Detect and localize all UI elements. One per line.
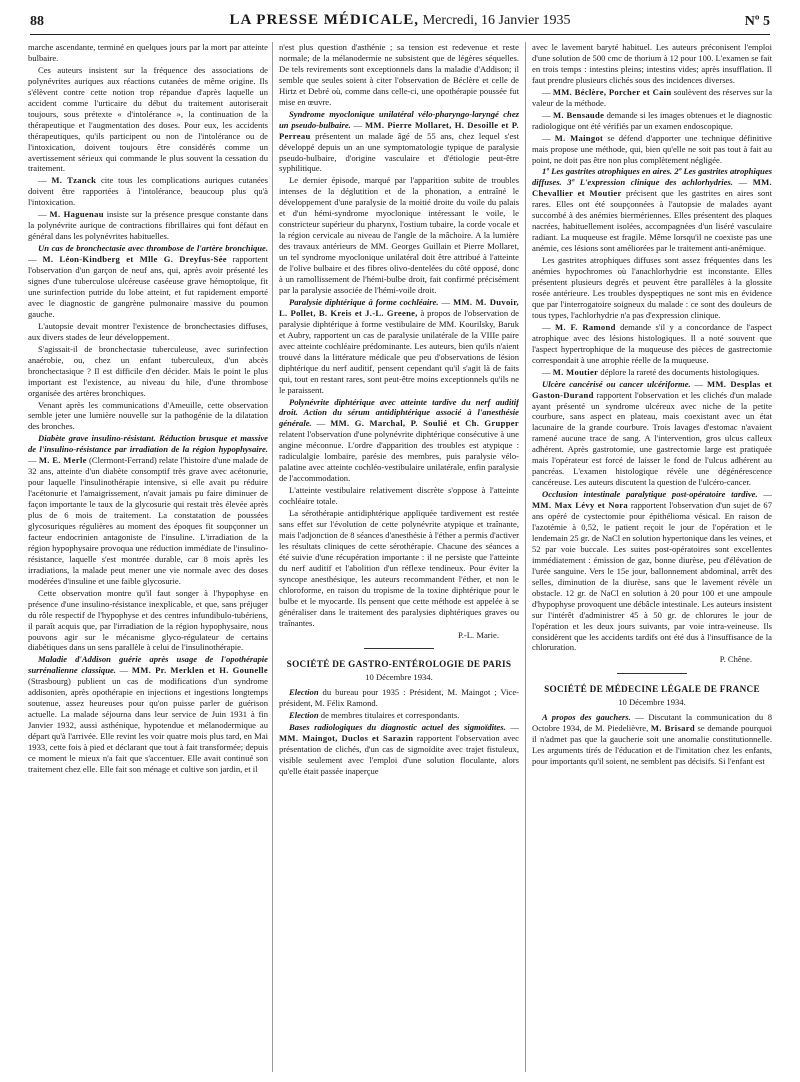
article-authors: M. Brisard (650, 723, 695, 734)
society-heading: SOCIÉTÉ DE GASTRO-ENTÉROLOGIE DE PARIS (286, 659, 512, 670)
paragraph: Les gastrites atrophiques diffuses sont assez fréquentes dans les anémies hypochromes où l'anachlorhydrie est inconstante. Elles présentent plusieurs degrés et peuvent être parallèles à la glossite rosée antérieure. Les troubles dyspeptiques ne sont mis en évidence que par l'interrogatoire soigneux du malade : ce sont des douleurs de tous types, l'achlorhydrie n'a pas d'expression clinique. (532, 255, 772, 320)
paragraph: n'est plus question d'asthénie ; sa tension est redevenue et reste normale; de la mélanodermie ne subsistent que de légères séquelles. De tels revirements sont exceptionnels dans la maladie d'Addison; il semble que seules soient à citer l'observation de Béclère et celle de Hirtz et Debré où, comme dans celle-ci, une opothérapie poussée fut mise en œuvre. (279, 42, 519, 107)
article-title: A propos des gauchers. (542, 712, 631, 723)
signature: P. Chêne. (719, 654, 752, 665)
paragraph: marche ascendante, terminé en quelques jours par la mort par atteinte bulbaire. (28, 42, 268, 63)
article-title: Bases radiologiques du diagnostic actuel des sigmoïdites. (289, 722, 506, 733)
article-authors: MM. M. Duvoir, L. Pollet, B. Kreis et J.-L. Greene, (279, 296, 519, 318)
article-authors: MM. Desplas et Gaston-Durand (532, 378, 772, 400)
paragraph: — M. Moutier déplore la rareté des documents histologiques. (542, 366, 760, 377)
article-title: Diabète grave insulino-résistant. Réduction brusque et massive de l'insulino-résistance par irradiation de la région hypophysaire. (28, 433, 268, 455)
author-name: M. Maingot (554, 132, 604, 143)
article-title: Ulcère cancérisé ou cancer ulcériforme. (542, 378, 691, 389)
paragraph: — M. Maingot se défend d'apporter une technique définitive mais propose une méthode, qui, bien qu'elle ne soit pas tout à fait au point, ne doit pas être non plus complètement négligée. (532, 132, 772, 165)
article-title: Maladie d'Addison guérie après usage de l'opothérapie surrénalienne classique. (28, 654, 268, 676)
article-text: se demande pourquoi il n'admet pas que la gaucherie soit une anomalie constitutionnelle. Les arguments tirés de l'éducation et de l'imitation chez les enfants, pour importants qu'il soient, ne semblent pas décisifs. Si l'enfant est (532, 723, 772, 767)
paragraph: — M. Bensaude demande si les images obtenues et le diagnostic radiologique ont été vérifiés par un examen endoscopique. (532, 109, 772, 131)
article: 1º Les gastrites atrophiques en aires. 2º Les gastrites atrophiques diffuses. 3º L'expression clinique des achlorhydries. — MM. Chevallier et Moutier précisent que les gastrites en aires sont rares. Elles ont été soupçonnées à l'autopsie de malades ayant succombé à des anémies biermériennes. Elles présentent des plaques nacrées, habituellement isolées, accompagnées d'un liséré vasculaire radiant. La muqueuse est fragile. Même lorsqu'il ne coexiste pas une anémie, ces lésions sont améliorées par le traitement anti-anémique. (532, 166, 772, 254)
author-name: M. F. Ramond (554, 321, 616, 332)
article-authors: M. E. Merle (38, 455, 87, 466)
article-text: (Clermont-Ferrand) relate l'histoire d'une malade de 32 ans, atteinte d'un diabète consomptif très grave avec acétonurie, pour laquelle l'insulinothérapie intensive, si elle avait pu réduire l'acétonurie et l'amaigrissement, n'avait jamais pu faire diminuer de façon importante le taux de la glycosurie qui restait très élevée après plus de 6 mois de traitement. La constatation de poussées glycosuriques régulières au moment des époques fit soupçonner un facteur endocrinien antagoniste de l'insuline. L'irradiation de la région hypophysaire provoqua une réduction immédiate de l'insulino-résistance, laquelle s'est montrée durable, car 8 mois après les irradiations, la malade peut mener une vie normale avec des doses modérées d'insuline et une faible glycosurie. (28, 455, 268, 586)
author-name: M. Moutier (552, 366, 599, 377)
header-rule (30, 34, 770, 35)
paragraph-text: demande si les images obtenues et le diagnostic radiologique ont été vérifiés par un examen endoscopique. (532, 109, 772, 131)
column-1 (28, 42, 268, 1072)
paragraph: Cette observation montre qu'il faut songer à l'hypophyse en présence d'une insulino-résistance inexplicable, et que, sans préjuger du rôle respectif de l'hypophyse et des centres infundibulo-tubériens, il paraît acquis que, par l'irradiation de la région hypophysaire, nous pouvons agir sur le mécanisme glyco-régulateur de certains diabétiques dans un sens parallèle à celui de l'insulinothérapie. (28, 587, 268, 653)
paragraph: — M. Tzanck cite tous les complications auriques cutanées doivent être rapportées à l'intolérance, beaucoup plus qu'à l'intoxication. (28, 175, 268, 208)
paragraph (279, 710, 519, 721)
page-number: 88 (30, 14, 44, 29)
paragraph-text: demande s'il y a concordance de l'aspect atrophique avec des lésions histologiques. Il a noté souvent que l'aspect hypertrophique de la muqueuse des pièces de gastrectomie correspondait à une atrophie réelle de la muqueuse. (532, 321, 772, 365)
article: Paralysie diphtérique à forme cochléaire. — MM. M. Duvoir, L. Pollet, B. Kreis et J.-L. Greene, à propos de l'observation de paralysie diphtérique à forme vestibulaire de MM. Kourilsky, Baruk et Aubry, rapportent un cas de paralysie unilatérale de la VIIIe paire avec atteinte cochléaire prédominante. Les auteurs, bien qu'ils n'aient trouvé dans la littérature médicale que peu d'observations de lésion diphtérique du nerf auditif, pensent cependant qu'il s'agit là de faits qui, tout en restant rares, sont peut-être moins exceptionnels qu'ils ne le paraissent. (279, 296, 519, 395)
article-authors: MM. G. Marchal, P. Soulié et Ch. Grupper (330, 418, 519, 429)
issue-date: Mercredi, 16 Janvier 1935 (422, 13, 571, 28)
article: Maladie d'Addison guérie après usage de l'opothérapie surrénalienne classique. — MM. Pr. Merklen et H. Gounelle (Strasbourg) publient un cas de modifications d'un syndrome addisonien, après opothérapie en injections et ingestions longtemps soutenue, assez heureuses pour qu'on puisse parler de guérison actuelle. La malade séjourna dans leur service de Juin 1931 à fin Janvier 1932, aussi asthénique, hypotendue et mélanodermique au départ qu'à l'arrivée. Elle revint les voir quatre mois plus tard, en Mai 1933, cette fois à pied et déclarant que tout à fait transformée; depuis ce moment le mieux n'a fait que s'accentuer. Elle avait continué son traitement chez elle. Elle fait son ménage et cultive son jardin, et il (28, 654, 268, 774)
paragraph: L'autopsie devait montrer l'existence de bronchectasies diffuses, aux divers stades de leur développement. (28, 320, 268, 342)
article-authors: MM. Chevallier et Moutier (532, 177, 772, 199)
column-3 (532, 42, 772, 1072)
author-name: M. Haguenau (49, 209, 104, 220)
paragraph-text: cite tous les complications auriques cutanées doivent être rapportées à l'intolérance, beaucoup plus qu'à l'intoxication. (28, 175, 268, 208)
article-authors: M. Léon-Kindberg et Mlle G. Dreyfus-Sée (42, 254, 227, 265)
article-text: rapportent l'observation avec présentation de clichés, d'un cas de sigmoïdite avec trajet fistuleux, visible seulement avec l'emploi d'une solution floculante, alors qu'elle était passée inaperçue (279, 733, 519, 777)
paragraph: La sérothérapie antidiphtérique appliquée tardivement est restée sans effet sur l'évolution de cette polynévrite atypique et traînante, mais l'adjonction de 8 séances d'anesthésie à l'éther a permis d'activer les résultats cliniques de cette sérothérapie. Chacune des séances a été suivie d'une récupération importante : il ne persiste que l'atteinte du nerf auditif et l'abolition d'un réflexe tendineux. Pour éviter la syncope anesthésique, les auteurs recommandent l'éther, et non le chloroforme, en raison du tropisme de la toxine diphtérique pour le bulbe et le myocarde. Ils pensent que cette méthode est appelée à se généraliser dans le traitement des paralysies diphtériques graves ou traînantes. (279, 508, 519, 628)
paragraph: Venant après les communications d'Ameuille, cette observation semble jeter une lumière nouvelle sur la pathogénie de la dilatation des bronches. (28, 399, 268, 432)
article-authors: MM. Maingot, Duclos et Sarazin (279, 733, 414, 744)
column-divider-2 (525, 42, 526, 1072)
article-title: Un cas de bronchectasie avec thrombose de l'artère bronchique. (38, 243, 268, 254)
article-text: Discutant la communication du 8 Octobre 1934, de M. Piedelièvre, (532, 712, 772, 734)
article-text: (Strasbourg) publient un cas de modifications d'un syndrome addisonien, après opothérapie en injections et ingestions longtemps soutenue, assez heureuses pour qu'on puisse parler de guérison actuelle. La malade séjourna dans leur service de Juin 1931 à fin Janvier 1932, aussi asthénique, hypotendue et mélanodermique au départ qu'à l'arrivée. Elle revint les voir quatre mois plus tard, en Mai 1933, cette fois à pied et déclarant que tout à fait transformée; depuis ce moment le mieux n'a fait que s'accentuer. Elle avait continué son traitement chez elle. Elle fait son ménage et cultive son jardin, et il (28, 676, 268, 774)
paragraph-text: insiste sur la présence presque constante dans la polynévrite aurique de contractions fibrillaires qui font défaut en général dans les polynévrites habituelles. (28, 209, 268, 242)
article-text: présentent un malade âgé de 55 ans, chez lequel s'est développé depuis un an une symptomatologie typique de paralysie pseudo-bulbaire, d'origine vasculaire et d'étiologie peut-être syphilitique. (279, 130, 519, 174)
label: Election (289, 710, 319, 721)
paragraph-text: soulèvent des réserves sur la valeur de la méthode. (532, 86, 772, 108)
paragraph-text: de membres titulaires et correspondants. (320, 710, 460, 721)
article-title: 1º Les gastrites atrophiques en aires. 2º Les gastrites atrophiques diffuses. 3º L'expression clinique des achlorhydries. (532, 166, 772, 188)
article: Un cas de bronchectasie avec thrombose de l'artère bronchique. — M. Léon-Kindberg et Mlle G. Dreyfus-Sée rapportent l'observation d'un garçon de neuf ans, qui, après avoir présenté les signes d'une tuberculose ulcéreuse caséeuse grave hémoptoïque, fit une surinfection putride du lobe atteint, et fut rapidement emporté avec le diagnostic de gangrène pulmonaire massive du poumon gauche. (28, 243, 268, 319)
paragraph: avec le lavement baryté habituel. Les auteurs préconisent l'emploi d'une solution de 500 cmc de thorium à 12 pour 100. L'examen se fait en trois temps : intestins pleins; intestins vides; après insufflation. Il faut prendre plusieurs clichés sous des incidences diverses. (532, 42, 772, 85)
author-name: MM. Béclère, Porcher et Cain (552, 86, 672, 97)
paragraph-text: du bureau pour 1935 : Président, M. Maingot ; Vice-président, M. Félix Ramond. (279, 687, 519, 709)
article-title: Paralysie diphtérique à forme cochléaire. (289, 296, 439, 307)
page-header (30, 12, 770, 34)
article-text: rapportent l'observation d'un garçon de neuf ans, qui, après avoir présenté les signes d'une tuberculose ulcéreuse caséeuse grave hémoptoïque, fit une surinfection putride du lobe atteint, et fut rapidement emporté avec le diagnostic de gangrène pulmonaire massive du poumon gauche. (28, 254, 268, 319)
article-authors: MM. Pierre Mollaret, H. Desoille et P. Perreau (279, 119, 519, 141)
label: Election (289, 687, 319, 698)
paragraph (279, 687, 519, 709)
paragraph: S'agissait-il de bronchectasie tuberculeuse, avec surinfection anaérobie, ou, chez un enfant tuberculeux, d'un abcès bronchectasique ? Il est difficile d'en décider. Mais le point le plus important est l'existence, au niveau du hile, d'une thrombose organisée des artères bronchiques. (28, 343, 268, 398)
paragraph: — M. F. Ramond demande s'il y a concordance de l'aspect atrophique avec des lésions histologiques. Il a noté souvent que l'aspect hypertrophique de la muqueuse des pièces de gastrectomie correspondait à une atrophie réelle de la muqueuse. (532, 321, 772, 365)
column-divider-1 (272, 42, 273, 1072)
paragraph: Ces auteurs insistent sur la fréquence des associations de polynévrites auriques aux réactions cutanées de même origine. Ils s'élèvent contre cette notion trop répandue d'après laquelle un accident comme l'urticaire du début du traitement autoriserait toujours, sous prétexte « d'intolérance », la continuation de la thérapeutique et l'augmentation des doses. Pour eux, les accidents thérapeutiques, qu'ils participent ou non de l'intolérance ou de l'intoxication, doivent toujours être considérés comme un avertissement sérieux qui commande le plus souvent la cessation du traitement. (28, 64, 268, 174)
journal-title: LA PRESSE MÉDICALE, (229, 12, 419, 28)
article: Polynévrite diphtérique avec atteinte tardive du nerf auditif droit. Action du sérum antidiphtérique associé à l'anesthésie générale. — MM. G. Marchal, P. Soulié et Ch. Grupper relatent l'observation d'une polynévrite diphtérique consécutive à une angine méconnue. L'ordre d'apparition des troubles est atypique : radiculalgie lombaire, parésie des membres, puis paralysie vélo-palatine avec atteinte cochléo-vestibulaire unilatérale, enfin paralysie de l'accommodation. (279, 396, 519, 484)
society-date: 10 Décembre 1934. (365, 672, 433, 683)
article-title: Occlusion intestinale paralytique post-opératoire tardive. (542, 489, 758, 500)
section-divider (364, 648, 434, 649)
article: A propos des gauchers. — Discutant la communication du 8 Octobre 1934, de M. Piedelièvre, M. Brisard se demande pourquoi il n'admet pas que la gaucherie soit une anomalie constitutionnelle. Les arguments tirés de l'éducation et de l'imitation chez les enfants, pour importants qu'il soient, ne semblent pas décisifs. Si l'enfant est (532, 712, 772, 767)
paragraph-text: se défend d'apporter une technique définitive mais propose une méthode, qui, bien qu'elle ne soit pas tout à fait au point, ne doit pas être non plus complètement négligée. (532, 132, 772, 165)
article-text: à propos de l'observation de paralysie diphtérique à forme vestibulaire de MM. Kourilsky, Baruk et Aubry, rapportent un cas de paralysie unilatérale de la VIIIe paire avec atteinte cochléaire prédominante. Les auteurs, bien qu'ils n'aient trouvé dans la littérature médicale que peu d'observations de lésion diphtérique du nerf auditif, pensent cependant qu'il s'agit là de faits qui, tout en restant rares, sont peut-être moins exceptionnels qu'ils ne le paraissent. (279, 307, 519, 395)
paragraph: — M. Haguenau insiste sur la présence presque constante dans la polynévrite aurique de contractions fibrillaires qui font défaut en général dans les polynévrites habituelles. (28, 209, 268, 242)
society-date: 10 Décembre 1934. (618, 697, 686, 708)
article: Syndrome myoclonique unilatéral vélo-pharyngo-laryngé chez un pseudo-bulbaire. — MM. Pierre Mollaret, H. Desoille et P. Perreau présentent un malade âgé de 55 ans, chez lequel s'est développé depuis un an une symptomatologie typique de paralysie pseudo-bulbaire, d'origine vasculaire et d'étiologie peut-être syphilitique. (279, 108, 519, 174)
signature: P.-L. Marie. (457, 629, 499, 640)
masthead (30, 12, 770, 29)
article-text: relatent l'observation d'une polynévrite diphtérique consécutive à une angine méconnue. L'ordre d'apparition des troubles est atypique : radiculalgie lombaire, parésie des membres, puis paralysie vélo-palatine avec atteinte cochléo-vestibulaire unilatérale, enfin paralysie de l'accommodation. (279, 429, 519, 484)
issue-number: Nº 5 (744, 14, 770, 29)
author-name: M. Tzanck (51, 175, 97, 186)
paragraph: L'atteinte vestibulaire relativement discrète s'oppose à l'atteinte cochléaire totale. (279, 485, 519, 507)
society-heading: SOCIÉTÉ DE MÉDECINE LÉGALE DE FRANCE (544, 684, 760, 695)
article: Ulcère cancérisé ou cancer ulcériforme. — MM. Desplas et Gaston-Durand rapportent l'observation et les clichés d'un malade ayant présenté un syndrome ulcéreux avec niche de la petite courbure, sans aspect en plateau, mais coexistant avec un état lacunaire de la grande courbure. Trois lavages d'estomac n'avaient ramené aucune trace de sang. A l'intervention, gros ulcus calleux adhérent. Après gastrotomie, une gastrectomie large est pratiquée mais l'opérateur est forcé de laisser le fond de l'ulcus adhérent au pancréas. L'examen histologique révèle une dégénérescence cancéreuse. Les auteurs discutent la question de l'ulcéro-cancer. (532, 378, 772, 488)
article-title: Syndrome myoclonique unilatéral vélo-pharyngo-laryngé chez un pseudo-bulbaire. (279, 108, 519, 130)
article-text: rapportent l'observation et les clichés d'un malade ayant présenté un syndrome ulcéreux avec niche de la petite courbure, sans aspect en plateau, mais coexistant avec un état lacunaire de la grande courbure. Trois lavages d'estomac n'avaient ramené aucune trace de sang. A l'intervention, gros ulcus calleux adhérent. Après gastrotomie, une gastrectomie large est pratiquée mais l'opérateur est forcé de laisser le fond de l'ulcus adhérent au pancréas. L'examen histologique révèle une dégénérescence cancéreuse. Les auteurs discutent la question de l'ulcéro-cancer. (532, 389, 772, 488)
article: Diabète grave insulino-résistant. Réduction brusque et massive de l'insulino-résistance par irradiation de la région hypophysaire. — M. E. Merle (Clermont-Ferrand) relate l'histoire d'une malade de 32 ans, atteinte d'un diabète consomptif très grave avec acétonurie, pour laquelle l'insulinothérapie intensive, si elle avait pu réduire l'acétonurie et l'amaigrissement, n'avait jamais pu faire diminuer de façon importante le taux de la glycosurie qui restait très élevée après plus de 6 mois de traitement. La constatation de poussées glycosuriques régulières au moment des époques fit soupçonner un facteur endocrinien antagoniste de l'insuline. L'irradiation de la région hypophysaire provoqua une réduction immédiate de l'insulino-résistance, laquelle s'est montrée durable, car 8 mois après les irradiations, la malade peut mener une vie normale avec des doses modérées d'insuline et une faible glycosurie. (28, 433, 268, 586)
paragraph-text: déplore la rareté des documents histologiques. (600, 366, 760, 377)
article: Bases radiologiques du diagnostic actuel des sigmoïdites. — MM. Maingot, Duclos et Sarazin rapportent l'observation avec présentation de clichés, d'un cas de sigmoïdite avec trajet fistuleux, visible seulement avec l'emploi d'une solution floculante, alors qu'elle était passée inaperçue (279, 722, 519, 777)
column-2 (279, 42, 519, 1072)
article-text: rapportent l'observation d'un sujet de 67 ans opéré de cystectomie pour épithélioma vésical. En raison de l'azotémie à 0,52, le patient reçoit le jour de l'opération et le lendemain 25 gr. de NaCl en solution hypertonique dans les veines, et 52 par voie buccale. Les suites post-opératoires sont excellentes immédiatement : émission de gaz, bonne diurèse, peu d'élévation de l'urée sanguine. Vers le 15e jour, ballonnement abdominal, arrêt des selles, diminution de la diurèse, sans que le lavement révèle un obstacle. 12 gr. de NaCl en solution à 20 pour 100 et une ampoule d'hypophyse provoquent une débâcle intestinale. Les auteurs insistent sur l'intérêt d'administrer 45 à 50 gr. de chlorures le jour de l'opération et les deux jours suivants, par voie intra-veineuse. Ils considèrent que les accidents tardifs ont été dus à l'insuffisance de la chloruration. (532, 500, 772, 653)
paragraph: — MM. Béclère, Porcher et Cain soulèvent des réserves sur la valeur de la méthode. (532, 86, 772, 108)
article-authors: MM. Max Lévy et Nora (532, 500, 629, 511)
article-title: Polynévrite diphtérique avec atteinte tardive du nerf auditif droit. Action du sérum antidiphtérique associé à l'anesthésie générale. (279, 396, 519, 429)
article-authors: MM. Pr. Merklen et H. Gounelle (131, 665, 268, 676)
author-name: M. Bensaude (552, 109, 605, 120)
paragraph: Le dernier épisode, marqué par l'apparition subite de troubles intenses de la déglutition et de la phonation, a entraîné le développement d'une paralysie de la moitié droite du voile du palais et d'un hémi-syndrome myoclonique intéressant le voile, le constricteur supérieur du pharynx, l'ostium tubaire, la corde vocale et la région cervicale au niveau de l'angle de la mâchoire. A la lumière des travaux antérieurs de MM. Georges Guillain et Pierre Mollaret, un tel syndrome myoclonique unilatéral doit être attribué à l'atteinte de l'olive bulbaire et des fibres olivo-dentelées du côté opposé, donc à un ramollissement de l'hémi-bulbe droit, fait confirmé précisément par la paralysie associée de l'hémi-voile droit. (279, 175, 519, 295)
section-divider (617, 673, 687, 674)
article: Occlusion intestinale paralytique post-opératoire tardive. — MM. Max Lévy et Nora rapportent l'observation d'un sujet de 67 ans opéré de cystectomie pour épithélioma vésical. En raison de l'azotémie à 0,52, le patient reçoit le jour de l'opération et le lendemain 25 gr. de NaCl en solution hypertonique dans les veines, et 52 par voie buccale. Les suites post-opératoires sont excellentes immédiatement : émission de gaz, bonne diurèse, peu d'élévation de l'urée sanguine. Vers le 15e jour, ballonnement abdominal, arrêt des selles, diminution de la diurèse, sans que le lavement révèle un obstacle. 12 gr. de NaCl en solution à 20 pour 100 et une ampoule d'hypophyse provoquent une débâcle intestinale. Les auteurs insistent sur l'intérêt d'administrer 45 à 50 gr. de chlorures le jour de l'opération et les deux jours suivants, par voie intra-veineuse. Ils considèrent que les accidents tardifs ont été dus à l'insuffisance de la chloruration. (532, 489, 772, 653)
article-text: précisent que les gastrites en aires sont rares. Elles ont été soupçonnées à l'autopsie de malades ayant succombé à des anémies biermériennes. Elles présentent des plaques nacrées, habituellement isolées, accompagnées d'un liséré vasculaire radiant. La muqueuse est fragile. Même lorsqu'il ne coexiste pas une anémie, ces lésions sont améliorées par le traitement anti-anémique. (532, 188, 772, 254)
